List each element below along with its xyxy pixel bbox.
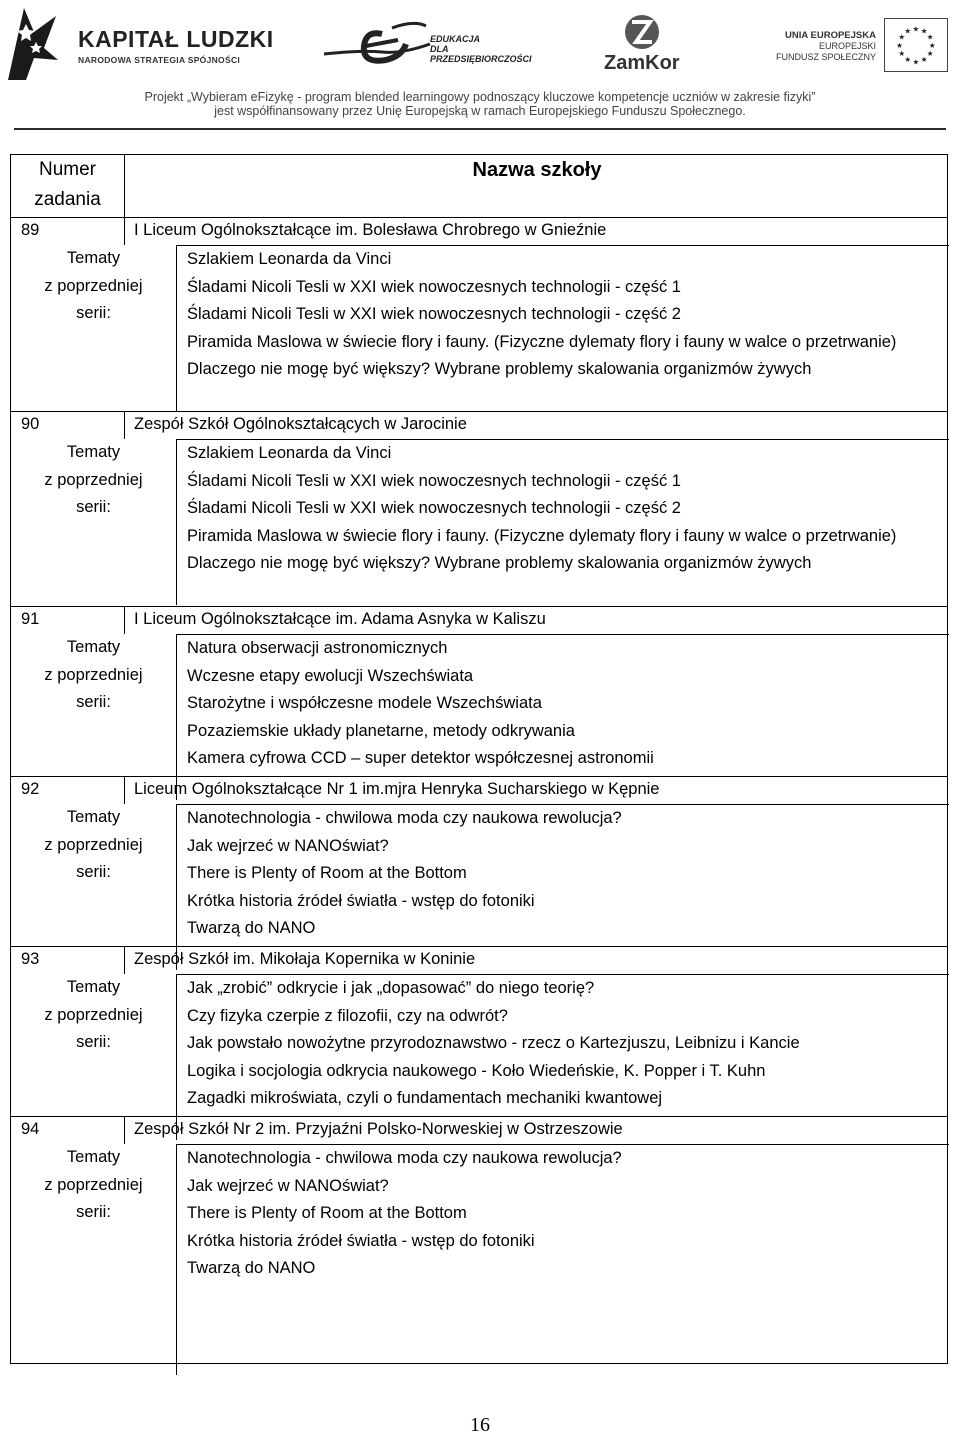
previous-series-topics-label: Tematy z poprzedniej serii: bbox=[44, 808, 143, 882]
topic-list bbox=[177, 975, 949, 1113]
eu-star-icon: ★ bbox=[904, 55, 912, 65]
section-rule bbox=[11, 411, 948, 412]
page-number: 16 bbox=[470, 1414, 490, 1436]
topics-cell bbox=[176, 245, 949, 411]
eu-star-icon: ★ bbox=[898, 49, 906, 59]
topic-list bbox=[177, 635, 949, 773]
kapital-ludzki-title: KAPITAŁ LUDZKI bbox=[78, 26, 274, 52]
section-number: 94 bbox=[21, 1120, 40, 1138]
school-name-column-header: Nazwa szkoły bbox=[472, 159, 602, 181]
column-divider-segment bbox=[124, 606, 125, 634]
topic-item: Śladami Nicoli Tesli w XXI wiek nowoczesnych technologii - część 2 bbox=[187, 499, 681, 518]
topic-item: Szlakiem Leonarda da Vinci bbox=[187, 250, 392, 268]
topic-item: Jak wejrzeć w NANOświat? bbox=[187, 836, 389, 855]
column-divider-segment bbox=[124, 946, 125, 974]
topic-item: Natura obserwacji astronomicznych bbox=[187, 639, 448, 657]
eu-star-icon: ★ bbox=[896, 40, 904, 50]
topic-item: Logika i socjologia odkrycia naukowego - Koło Wiedeńskie, K. Popper i T. Kuhn bbox=[187, 1061, 766, 1080]
project-line-2: jest współfinansowany przez Unię Europejską w ramach Europejskiego Funduszu Społecznego. bbox=[214, 104, 746, 118]
topic-item: Starożytne i współczesne modele Wszechświata bbox=[187, 694, 542, 713]
eu-star-icon: ★ bbox=[920, 55, 928, 65]
zamkor-logo-icon bbox=[622, 12, 662, 56]
previous-series-topics-label: Tematy z poprzedniej serii: bbox=[44, 1148, 143, 1222]
eu-star-icon: ★ bbox=[904, 26, 912, 36]
topic-item: Piramida Maslowa w świecie flory i fauny. (Fizyczne dylematy flory i fauny w walce o przetrwanie) bbox=[187, 332, 897, 351]
topic-item: Twarzą do NANO bbox=[187, 1259, 316, 1278]
eu-star-icon: ★ bbox=[912, 57, 920, 67]
previous-series-topics-label: Tematy z poprzedniej serii: bbox=[44, 249, 143, 323]
section-number: 91 bbox=[21, 610, 40, 628]
section-rule bbox=[11, 776, 948, 777]
previous-series-topics-label: Tematy z poprzedniej serii: bbox=[44, 443, 143, 517]
eu-star-icon: ★ bbox=[926, 32, 934, 42]
topic-item: Kamera cyfrowa CCD – super detektor współczesnej astronomii bbox=[187, 749, 654, 768]
zamkor-name: ZamKor bbox=[604, 52, 680, 74]
topic-item: Nanotechnologia - chwilowa moda czy naukowa rewolucja? bbox=[187, 809, 622, 827]
topic-item: Jak „zrobić” odkrycie i jak „dopasować” do niego teorię? bbox=[187, 979, 595, 997]
topic-list bbox=[177, 440, 949, 578]
section-number: 90 bbox=[21, 415, 40, 433]
topic-item: Piramida Maslowa w świecie flory i fauny. (Fizyczne dylematy flory i fauny w walce o przetrwanie) bbox=[187, 526, 897, 545]
topic-item: Twarzą do NANO bbox=[187, 919, 316, 938]
school-name: Zespół Szkół Nr 2 im. Przyjaźni Polsko-Norweskiej w Ostrzeszowie bbox=[134, 1120, 623, 1138]
topic-item: There is Plenty of Room at the Bottom bbox=[187, 864, 467, 883]
topic-item: Dlaczego nie mogę być większy? Wybrane problemy skalowania organizmów żywych bbox=[187, 360, 812, 379]
topic-item: Jak wejrzeć w NANOświat? bbox=[187, 1176, 389, 1195]
column-divider-segment bbox=[124, 776, 125, 804]
school-name: Zespół Szkół im. Mikołaja Kopernika w Koninie bbox=[134, 950, 476, 968]
project-line-1: Projekt „Wybieram eFizykę - program blended learningowy podnoszący kluczowe kompetencje uczniów w zakresie fizyki” bbox=[144, 90, 816, 104]
eu-flag-icon bbox=[884, 18, 948, 72]
topics-cell bbox=[176, 1144, 949, 1375]
section-number: 93 bbox=[21, 950, 40, 968]
header-divider bbox=[14, 128, 946, 130]
schools-table bbox=[10, 154, 948, 1364]
previous-series-topics-label: Tematy z poprzedniej serii: bbox=[44, 638, 143, 712]
topic-item: Śladami Nicoli Tesli w XXI wiek nowoczesnych technologii - część 2 bbox=[187, 305, 681, 324]
eu-star-icon: ★ bbox=[898, 32, 906, 42]
header-row-rule bbox=[11, 217, 948, 218]
topic-item: Zagadki mikroświata, czyli o fundamentach mechaniki kwantowej bbox=[187, 1089, 663, 1108]
eu-star-icon: ★ bbox=[920, 26, 928, 36]
header-banner bbox=[0, 0, 960, 130]
section-rule bbox=[11, 1116, 948, 1117]
eu-star-icon: ★ bbox=[912, 24, 920, 34]
topic-item: Krótka historia źródeł światła - wstęp do fotoniki bbox=[187, 891, 535, 910]
column-divider-segment bbox=[124, 155, 125, 217]
edukacja-logo-text: EDUKACJA DLA PRZEDSIĘBIORCZOŚCI bbox=[430, 34, 532, 64]
topic-item: Jak powstało nowożytne przyrodoznawstwo - rzecz o Kartezjuszu, Leibnizu i Kancie bbox=[187, 1034, 800, 1053]
topic-item: Pozaziemskie układy planetarne, metody odkrywania bbox=[187, 721, 575, 740]
column-divider-segment bbox=[124, 411, 125, 439]
topic-item: Szlakiem Leonarda da Vinci bbox=[187, 444, 392, 462]
topic-item: Śladami Nicoli Tesli w XXI wiek nowoczesnych technologii - część 1 bbox=[187, 277, 681, 296]
column-divider-segment bbox=[124, 217, 125, 245]
previous-series-topics-label: Tematy z poprzedniej serii: bbox=[44, 978, 143, 1052]
topic-list bbox=[177, 805, 949, 943]
topics-cell bbox=[176, 439, 949, 605]
number-column-header: Numer zadania bbox=[34, 159, 101, 210]
topic-item: There is Plenty of Room at the Bottom bbox=[187, 1204, 467, 1223]
section-rule bbox=[11, 946, 948, 947]
school-name: I Liceum Ogólnokształcące im. Adama Asnyka w Kaliszu bbox=[134, 610, 546, 628]
topic-item: Wczesne etapy ewolucji Wszechświata bbox=[187, 666, 474, 685]
topic-item: Czy fizyka czerpie z filozofii, czy na odwrót? bbox=[187, 1006, 508, 1025]
eu-star-icon: ★ bbox=[928, 40, 936, 50]
column-divider-segment bbox=[124, 1116, 125, 1144]
school-name: Zespół Szkół Ogólnokształcących w Jarocinie bbox=[134, 415, 467, 433]
topic-item: Dlaczego nie mogę być większy? Wybrane problemy skalowania organizmów żywych bbox=[187, 554, 812, 573]
topic-list bbox=[177, 1145, 949, 1283]
topic-item: Śladami Nicoli Tesli w XXI wiek nowoczesnych technologii - część 1 bbox=[187, 471, 681, 490]
school-name: Liceum Ogólnokształcące Nr 1 im.mjra Henryka Sucharskiego w Kępnie bbox=[134, 780, 660, 798]
edukacja-dla-przedsiebiorczosci-logo-icon bbox=[322, 14, 432, 74]
section-number: 89 bbox=[21, 221, 40, 239]
topic-list bbox=[177, 246, 949, 384]
ue-fund-text: UNIA EUROPEJSKA EUROPEJSKI FUNDUSZ SPOŁECZNY bbox=[775, 30, 876, 62]
topic-item: Krótka historia źródeł światła - wstęp do fotoniki bbox=[187, 1231, 535, 1250]
eu-star-icon: ★ bbox=[926, 49, 934, 59]
section-rule bbox=[11, 606, 948, 607]
kapital-ludzki-logo-icon bbox=[4, 2, 60, 82]
kapital-ludzki-subtitle: NARODOWA STRATEGIA SPÓJNOŚCI bbox=[78, 55, 241, 65]
school-name: I Liceum Ogólnokształcące im. Bolesława Chrobrego w Gnieźnie bbox=[134, 221, 607, 239]
topic-item: Nanotechnologia - chwilowa moda czy naukowa rewolucja? bbox=[187, 1149, 622, 1167]
section-number: 92 bbox=[21, 780, 40, 798]
